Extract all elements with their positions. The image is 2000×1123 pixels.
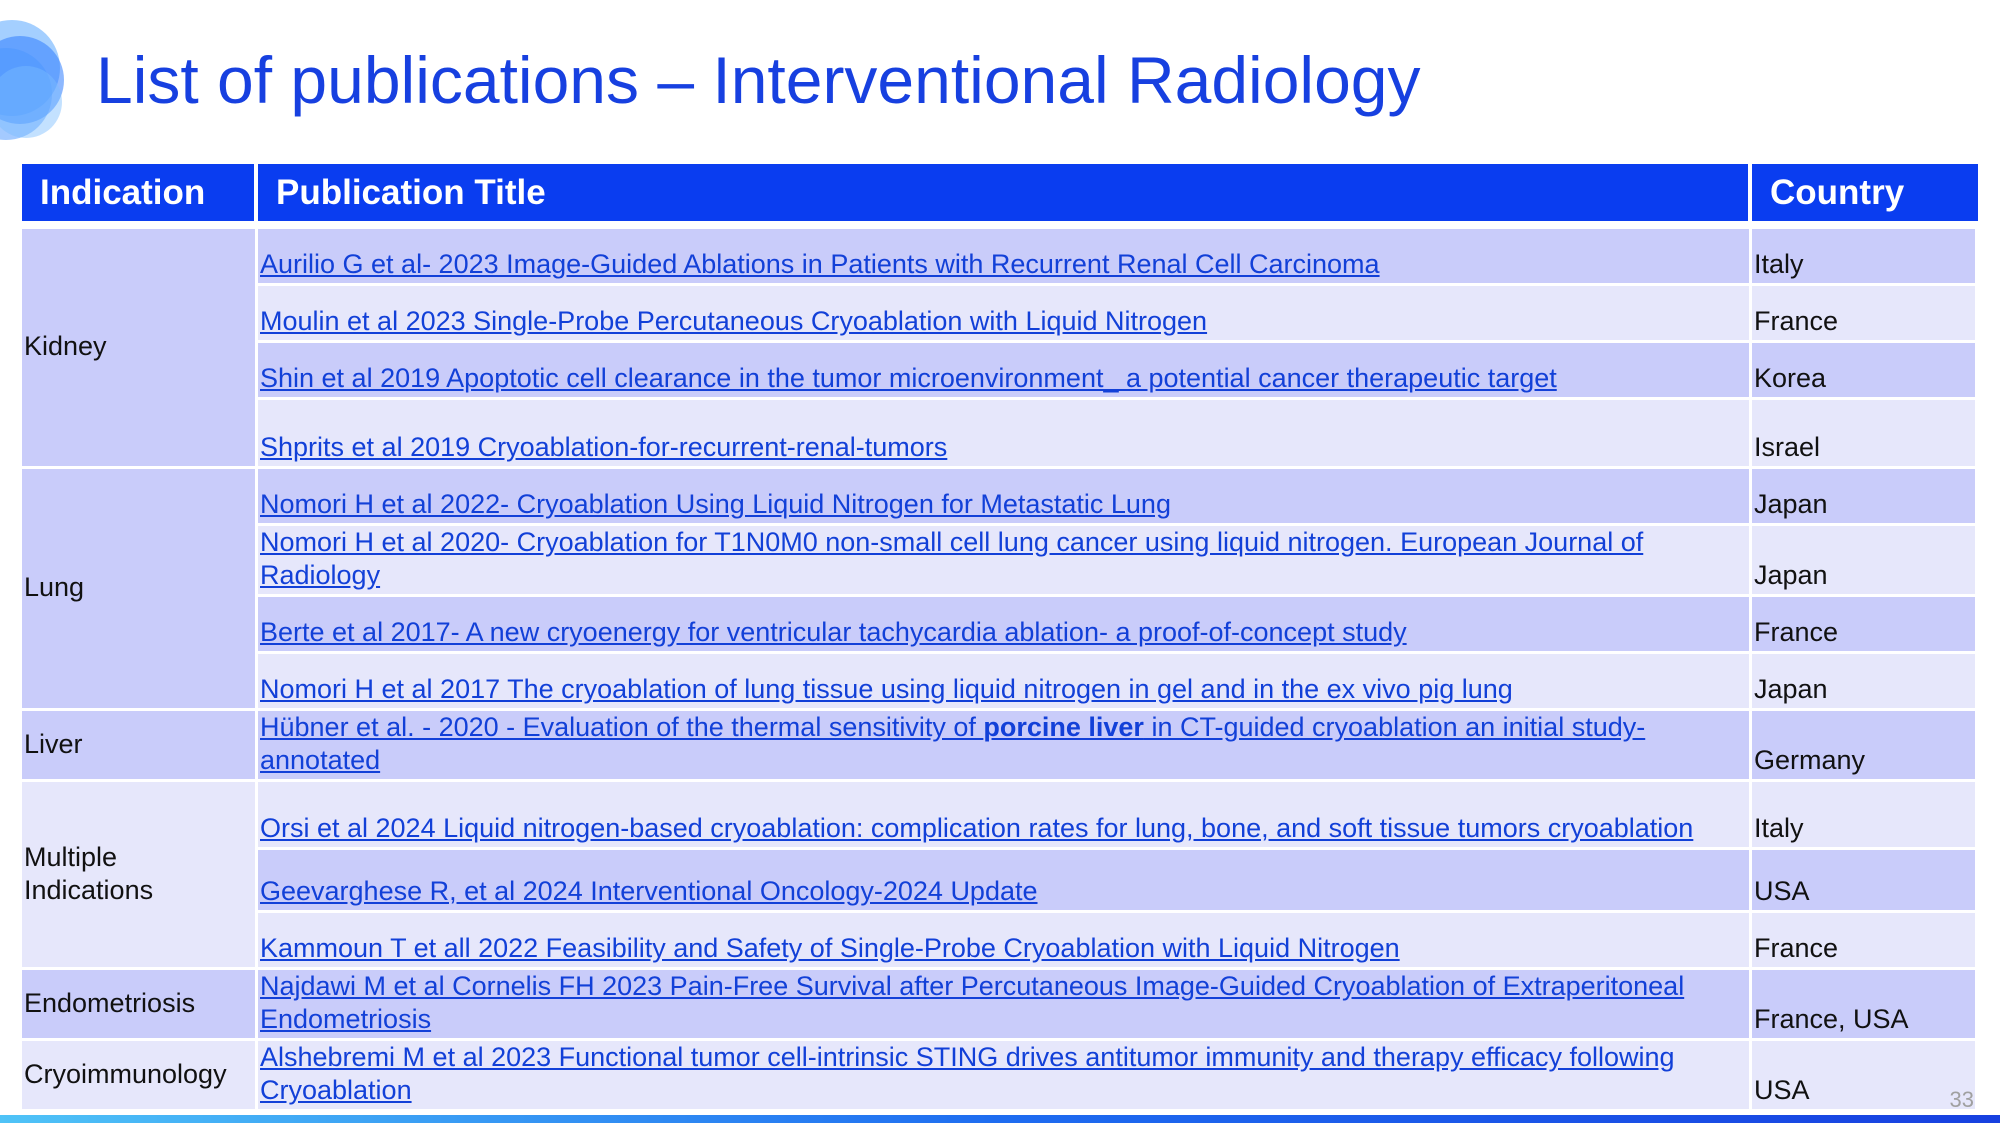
- publication-link[interactable]: Najdawi M et al Cornelis FH 2023 Pain-Free Survival after Percutaneous Image-Guided Cryoablation of Extraperitoneal Endometriosis: [260, 971, 1685, 1034]
- table-row: [22, 400, 1978, 469]
- title-cell: [258, 526, 1752, 597]
- title-cell: [258, 597, 1752, 654]
- title-cell: [258, 711, 1752, 782]
- country-cell: USA: [1752, 1041, 1978, 1112]
- table-row: [22, 913, 1978, 970]
- publication-link[interactable]: Berte et al 2017- A new cryoenergy for ventricular tachycardia ablation- a proof-of-concept study: [260, 617, 1407, 647]
- country-cell: France: [1752, 913, 1978, 970]
- table-row: [22, 970, 1978, 1041]
- title-cell: [258, 1041, 1752, 1112]
- publication-link[interactable]: Orsi et al 2024 Liquid nitrogen-based cryoablation: complication rates for lung, bone, and soft tissue tumors cryoablation: [260, 813, 1694, 843]
- header-publication-title: Publication Title: [258, 164, 1752, 229]
- footer-accent-bar: [0, 1115, 2000, 1123]
- page-title: List of publications – Interventional Radiology: [96, 43, 1421, 117]
- indication-cell: Liver: [22, 711, 258, 782]
- title-cell: [258, 343, 1752, 400]
- publication-link[interactable]: Geevarghese R, et al 2024 Interventional Oncology-2024 Update: [260, 876, 1038, 906]
- publication-link[interactable]: Kammoun T et all 2022 Feasibility and Safety of Single-Probe Cryoablation with Liquid Nitrogen: [260, 933, 1400, 963]
- country-cell: Japan: [1752, 526, 1978, 597]
- table-row: [22, 229, 1978, 286]
- publications-table: [22, 164, 1978, 1112]
- country-cell: Italy: [1752, 782, 1978, 850]
- country-cell: Japan: [1752, 469, 1978, 526]
- indication-cell: Kidney: [22, 229, 258, 469]
- publication-link[interactable]: Nomori H et al 2022- Cryoablation Using Liquid Nitrogen for Metastatic Lung: [260, 489, 1171, 519]
- title-cell: [258, 970, 1752, 1041]
- title-cell: [258, 850, 1752, 913]
- country-cell: Germany: [1752, 711, 1978, 782]
- publication-link[interactable]: Aurilio G et al- 2023 Image-Guided Ablations in Patients with Recurrent Renal Cell Carcinoma: [260, 249, 1380, 279]
- header-indication: Indication: [22, 164, 258, 229]
- country-cell: Italy: [1752, 229, 1978, 286]
- title-cell: [258, 229, 1752, 286]
- publication-link[interactable]: Alshebremi M et al 2023 Functional tumor cell-intrinsic STING drives antitumor immunity and therapy efficacy following Cryoablation: [260, 1042, 1675, 1105]
- title-text: in CT-guided cryoablation an initial study-annotated: [260, 712, 1646, 775]
- header-country: Country: [1752, 164, 1978, 229]
- table-row: [22, 711, 1978, 782]
- table-row: [22, 286, 1978, 343]
- title-cell: [258, 400, 1752, 469]
- publication-link[interactable]: Shprits et al 2019 Cryoablation-for-recurrent-renal-tumors: [260, 432, 948, 462]
- title-cell: [258, 286, 1752, 343]
- country-cell: France, USA: [1752, 970, 1978, 1041]
- publication-link[interactable]: Moulin et al 2023 Single-Probe Percutaneous Cryoablation with Liquid Nitrogen: [260, 306, 1208, 336]
- table-row: [22, 782, 1978, 850]
- table-row: [22, 1041, 1978, 1112]
- page-number: 33: [1949, 1087, 1974, 1112]
- country-cell: Israel: [1752, 400, 1978, 469]
- logo-graphic: [0, 8, 80, 158]
- indication-cell: Cryoimmunology: [22, 1041, 258, 1112]
- title-cell: [258, 469, 1752, 526]
- indication-cell: Endometriosis: [22, 970, 258, 1041]
- title-cell: [258, 913, 1752, 970]
- table-row: [22, 343, 1978, 400]
- table-row: [22, 526, 1978, 597]
- title-cell: [258, 782, 1752, 850]
- indication-cell: Multiple Indications: [22, 782, 258, 970]
- table-row: [22, 597, 1978, 654]
- table-row: [22, 850, 1978, 913]
- country-cell: Japan: [1752, 654, 1978, 711]
- country-cell: France: [1752, 597, 1978, 654]
- publication-link[interactable]: [260, 712, 1645, 775]
- table-row: [22, 654, 1978, 711]
- country-cell: France: [1752, 286, 1978, 343]
- title-cell: [258, 654, 1752, 711]
- table-header-row: [22, 164, 1978, 229]
- publication-link[interactable]: Nomori H et al 2020- Cryoablation for T1N0M0 non-small cell lung cancer using liquid nitrogen. European Journal of Radiology: [260, 527, 1644, 590]
- table-row: [22, 469, 1978, 526]
- indication-cell: Lung: [22, 469, 258, 711]
- title-emphasis: porcine liver: [983, 712, 1144, 742]
- title-text: Hübner et al. - 2020 - Evaluation of the thermal sensitivity of: [260, 712, 984, 742]
- publication-link[interactable]: Shin et al 2019 Apoptotic cell clearance in the tumor microenvironment_ a potential cancer therapeutic target: [260, 363, 1557, 393]
- publication-link[interactable]: Nomori H et al 2017 The cryoablation of lung tissue using liquid nitrogen in gel and in the ex vivo pig lung: [260, 674, 1513, 704]
- country-cell: Korea: [1752, 343, 1978, 400]
- country-cell: USA: [1752, 850, 1978, 913]
